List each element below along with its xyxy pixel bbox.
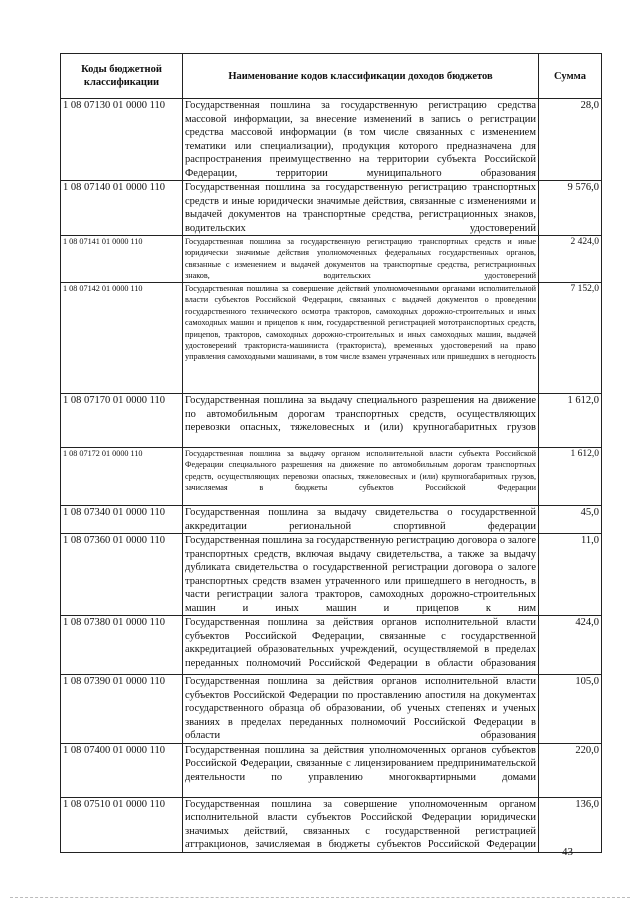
row-sum: 45,0 bbox=[539, 506, 602, 534]
row-sum: 1 612,0 bbox=[539, 448, 602, 506]
table-row bbox=[61, 448, 602, 506]
row-name: Государственная пошлина за совершение действий уполномоченными органами исполнительной власти субъектов Российской Федерации, связанных с выдачей документов о проведении государственного технического осмотра тракторов, самоходных дорожно-строительных и иных самоходных машин и прицепов к ним, государственной регистрацией мототранспортных средств, прицепов, тракторов, самоходных дорожно-строительных и иных самоходных машин, выдачей удостоверений тракториста-машиниста (тракториста), временных удостоверений на право управления самоходными машинами, в том числе взамен утраченных или пришедших в негодность bbox=[183, 283, 539, 394]
row-code: 1 08 07510 01 0000 110 bbox=[61, 797, 183, 852]
table-row bbox=[61, 675, 602, 744]
row-sum: 9 576,0 bbox=[539, 181, 602, 236]
row-name: Государственная пошлина за действия органов исполнительной власти субъектов Российской Федерации по проставлению апостиля на документах государственного образца об образовании, об ученых степенях и ученых званиях в пределах переданных полномочий Российской Федерации в области образования bbox=[183, 675, 539, 744]
table-row bbox=[61, 394, 602, 448]
header-name: Наименование кодов классификации доходов бюджетов bbox=[183, 54, 539, 99]
row-code: 1 08 07141 01 0000 110 bbox=[61, 236, 183, 283]
row-code: 1 08 07170 01 0000 110 bbox=[61, 394, 183, 448]
row-sum: 220,0 bbox=[539, 743, 602, 797]
row-name: Государственная пошлина за выдачу свидетельства о государственной аккредитации региональной спортивной федерации bbox=[183, 506, 539, 534]
table-row bbox=[61, 743, 602, 797]
row-code: 1 08 07142 01 0000 110 bbox=[61, 283, 183, 394]
row-name: Государственная пошлина за государственную регистрацию транспортных средств и иные юридически значимые действия уполномоченных федеральных государственных органов, связанные с изменением и выдачей документов на транспортные средства, регистрационных знаков, водительских удостоверений bbox=[183, 236, 539, 283]
table-row bbox=[61, 506, 602, 534]
row-name: Государственная пошлина за действия уполномоченных органов субъектов Российской Федерации, связанные с лицензированием предпринимательской деятельности по управлению многоквартирными домами bbox=[183, 743, 539, 797]
row-code: 1 08 07360 01 0000 110 bbox=[61, 534, 183, 616]
budget-revenue-table bbox=[60, 53, 602, 853]
page-number: 43 bbox=[562, 846, 573, 858]
row-code: 1 08 07380 01 0000 110 bbox=[61, 616, 183, 675]
table-row bbox=[61, 283, 602, 394]
row-name: Государственная пошлина за государственную регистрацию средства массовой информации, за внесение изменений в запись о регистрации средства массовой информации (в том числе связанных с изменением тематики или специализации), продукция которого предназначена для распространения преимущественно на территории субъекта Российской Федерации, территории муниципального образования bbox=[183, 99, 539, 181]
table-row bbox=[61, 181, 602, 236]
table-row bbox=[61, 534, 602, 616]
table-row bbox=[61, 797, 602, 852]
row-name: Государственная пошлина за выдачу органом исполнительной власти субъекта Российской Федерации специального разрешения на движение по автомобильным дорогам транспортных средств, осуществляющих перевозки опасных, тяжеловесных и (или) крупногабаритных грузов, зачисляемая в бюджеты субъектов Российской Федерации bbox=[183, 448, 539, 506]
row-sum: 2 424,0 bbox=[539, 236, 602, 283]
row-sum: 28,0 bbox=[539, 99, 602, 181]
header-sum: Сумма bbox=[539, 54, 602, 99]
row-name: Государственная пошлина за выдачу специального разрешения на движение по автомобильным дорогам транспортных средств, осуществляющих перевозки опасных, тяжеловесных и (или) крупногабаритных грузов bbox=[183, 394, 539, 448]
table-row bbox=[61, 99, 602, 181]
table-row bbox=[61, 236, 602, 283]
header-code: Коды бюджетной классификации bbox=[61, 54, 183, 99]
row-name: Государственная пошлина за действия органов исполнительной власти субъектов Российской Федерации, связанные с государственной аккредитацией образовательных учреждений, осуществляемой в пределах переданных полномочий Российской Федерации в области образования bbox=[183, 616, 539, 675]
row-code: 1 08 07140 01 0000 110 bbox=[61, 181, 183, 236]
row-code: 1 08 07130 01 0000 110 bbox=[61, 99, 183, 181]
row-sum: 7 152,0 bbox=[539, 283, 602, 394]
row-sum: 136,0 bbox=[539, 797, 602, 852]
table-header-row bbox=[61, 54, 602, 99]
row-sum: 105,0 bbox=[539, 675, 602, 744]
row-code: 1 08 07400 01 0000 110 bbox=[61, 743, 183, 797]
row-code: 1 08 07340 01 0000 110 bbox=[61, 506, 183, 534]
row-sum: 1 612,0 bbox=[539, 394, 602, 448]
row-name: Государственная пошлина за государственную регистрацию договора о залоге транспортных средств, включая выдачу свидетельства, а также за выдачу дубликата свидетельства о государственной регистрации договора о залоге транспортных средств взамен утраченного или пришедшего в негодность, в части регистрации залога тракторов, самоходных дорожно-строительных машин и иных машин и прицепов к ним bbox=[183, 534, 539, 616]
row-name: Государственная пошлина за совершение уполномоченным органом исполнительной власти субъектов Российской Федерации юридически значимых действий, связанных с государственной регистрацией аттракционов, зачисляемая в бюджеты субъектов Российской Федерации bbox=[183, 797, 539, 852]
row-code: 1 08 07390 01 0000 110 bbox=[61, 675, 183, 744]
row-sum: 424,0 bbox=[539, 616, 602, 675]
row-name: Государственная пошлина за государственную регистрацию транспортных средств и иные юридически значимые действия, связанные с изменениями и выдачей документов на транспортные средства, регистрационных знаков, водительских удостоверений bbox=[183, 181, 539, 236]
table-row bbox=[61, 616, 602, 675]
row-code: 1 08 07172 01 0000 110 bbox=[61, 448, 183, 506]
scan-edge-divider bbox=[10, 897, 630, 898]
row-sum: 11,0 bbox=[539, 534, 602, 616]
